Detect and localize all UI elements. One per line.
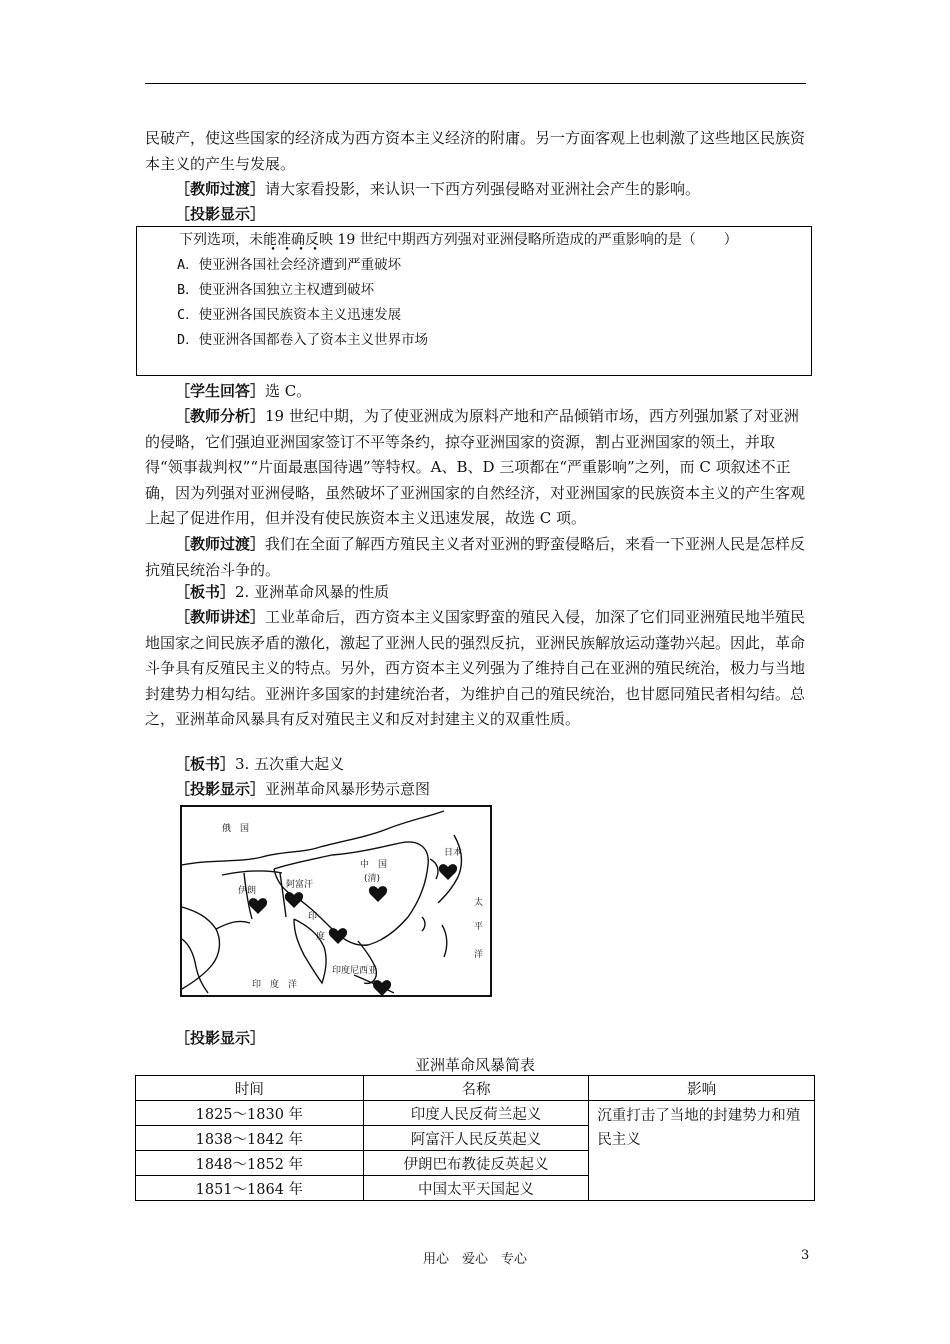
answer-tag: ［学生回答］ [175, 382, 266, 400]
transition-2-tag: ［教师过渡］ [175, 535, 266, 553]
russia-border [182, 811, 444, 865]
board-2-text: 2. 亚洲革命风暴的性质 [235, 583, 390, 601]
answer-text: 选 C。 [265, 382, 312, 400]
board-3-text: 3. 五次重大起义 [235, 755, 345, 773]
projection-2 [145, 777, 807, 803]
emphasis-char: 确 [291, 232, 305, 248]
marker-japan [439, 864, 457, 880]
projection-2-tag: ［投影显示］ [175, 780, 266, 798]
transition-2-text: 我们在全面了解西方殖民主义者对亚洲的野蛮侵略后，来看一下亚洲人民是怎样反抗殖民统治斗争的。 [145, 535, 806, 579]
teacher-analysis [145, 404, 807, 532]
cell-time: 1838～1842 年 [136, 1126, 364, 1151]
label-indonesia: 印度尼西亚 [332, 966, 378, 976]
label-china: 中 国 [360, 860, 388, 870]
cell-name: 中国太平天国起义 [363, 1176, 589, 1201]
label-afghan: 阿富汗 [286, 880, 314, 890]
marker-india [329, 928, 347, 944]
header-time: 时间 [136, 1076, 364, 1101]
label-iran: 伊朗 [238, 886, 257, 896]
marker-indonesia [373, 980, 391, 995]
transition-1-tag: ［教师过渡］ [175, 180, 266, 198]
table-caption: 亚洲革命风暴简表 [414, 1056, 535, 1074]
table-row [136, 1101, 815, 1126]
label-indian-ocean: 印 度 洋 [252, 980, 298, 990]
board-3 [145, 752, 807, 778]
label-russia: 俄 国 [222, 824, 250, 834]
projection-1-tag: ［投影显示］ [175, 205, 266, 223]
table-header-row [136, 1076, 815, 1101]
projection-3 [145, 1026, 807, 1052]
projection-2-text: 亚洲革命风暴形势示意图 [265, 780, 431, 798]
board-2 [145, 580, 807, 606]
marker-afghan [285, 892, 303, 908]
label-pacific-1: 太 [474, 898, 484, 908]
india-coast [294, 919, 326, 983]
label-pacific-2: 平 [474, 922, 484, 932]
question-box [136, 226, 812, 376]
cell-name: 阿富汗人民反英起义 [363, 1126, 589, 1151]
analysis-tag: ［教师分析］ [175, 407, 266, 425]
philippines [442, 925, 447, 957]
transition-1-text: 请大家看投影，来认识一下西方列强侵略对亚洲社会产生的影响。 [265, 180, 701, 198]
lecture-tag: ［教师讲述］ [175, 608, 266, 626]
marker-iran [249, 898, 267, 914]
page-number: 3 [801, 1248, 810, 1263]
persian-gulf [216, 921, 250, 929]
question-stem: 下列选项，未能准确反映 19 世纪中期西方列强对亚洲侵略所造成的严重影响的是（ ） [179, 232, 738, 248]
transition-2 [145, 532, 807, 583]
label-qing: (清) [364, 874, 381, 884]
emphasis-char: 能 [263, 232, 277, 248]
label-india-1: 印 [308, 912, 318, 922]
cell-name: 印度人民反荷兰起义 [363, 1101, 589, 1126]
indochina [358, 941, 376, 983]
taiwan [422, 917, 425, 931]
cell-name: 伊朗巴布教徒反英起义 [363, 1151, 589, 1176]
asia-revolution-map [180, 805, 492, 997]
cell-time: 1848～1852 年 [136, 1151, 364, 1176]
teacher-lecture [145, 605, 807, 733]
cell-time: 1851～1864 年 [136, 1176, 364, 1201]
label-india-2: 度 [316, 932, 326, 942]
marker-china [369, 886, 387, 902]
header-name: 名称 [363, 1076, 589, 1101]
footer-motto: 用心 爱心 专心 [422, 1252, 527, 1267]
projection-3-tag: ［投影显示］ [175, 1029, 266, 1047]
student-answer [145, 379, 807, 405]
emphasis-char: 未 [249, 232, 263, 248]
cell-time: 1825～1830 年 [136, 1101, 364, 1126]
cell-impact: 沉重打击了当地的封建势力和殖民主义 [589, 1101, 815, 1201]
intro-paragraph [145, 126, 807, 177]
intro-text: 民破产，使这些国家的经济成为西方资本主义经济的附庸。另一方面客观上也刺激了这些地区民族资本主义的产生与发展。 [145, 129, 806, 173]
option-b: B．使亚洲各国独立主权遭到破坏 [177, 282, 375, 298]
analysis-text: 19 世纪中期，为了使亚洲成为原料产地和产品倾销市场，西方列强加紧了对亚洲的侵略，它们强迫亚洲国家签订不平等条约，掠夺亚洲国家的资源，割占亚洲国家的领土，并取得“领事裁判权”“片面最惠国待遇”等特权。A、B、D 三项都在“严重影响”之列，而 C 项叙述不正确，因为列强对亚洲侵略，虽然破坏了亚洲国家的自然经济，对亚洲国家的民族资本主义的产生客观上起了促进作用，但并没有使民族资本主义迅速发展，故选 C 项。 [145, 407, 806, 528]
arabia-coast [182, 907, 219, 989]
board-2-tag: ［板书］ [175, 583, 236, 601]
header-impact: 影响 [589, 1076, 815, 1101]
revolution-table [135, 1075, 815, 1201]
transition-1 [145, 177, 807, 203]
board-3-tag: ［板书］ [175, 755, 236, 773]
option-c: C．使亚洲各国民族资本主义迅速发展 [177, 307, 402, 323]
label-pacific-3: 洋 [474, 950, 484, 960]
lecture-text: 工业革命后，西方资本主义国家野蛮的殖民入侵，加深了它们同亚洲殖民地半殖民地国家之间民族矛盾的激化，激起了亚洲人民的强烈反抗，亚洲民族解放运动蓬勃兴起。因此，革命斗争具有反殖民主义的特点。另外，西方资本主义列强为了维持自己在亚洲的殖民统治，极力与当地封建势力相勾结。亚洲许多国家的封建统治者，为维护自己的殖民统治，也甘愿同殖民者相勾结。总之，亚洲革命风暴具有反对殖民主义和反对封建主义的双重性质。 [145, 608, 806, 729]
africa-coast [182, 939, 208, 993]
option-a: A．使亚洲各国社会经济遭到严重破坏 [177, 257, 402, 273]
option-d: D．使亚洲各国都卷入了资本主义世界市场 [177, 332, 429, 348]
projection-1 [145, 202, 807, 228]
korea [430, 859, 438, 879]
label-japan: 日本 [444, 848, 463, 858]
emphasis-char: 准 [277, 232, 291, 248]
header-rule [145, 83, 806, 84]
